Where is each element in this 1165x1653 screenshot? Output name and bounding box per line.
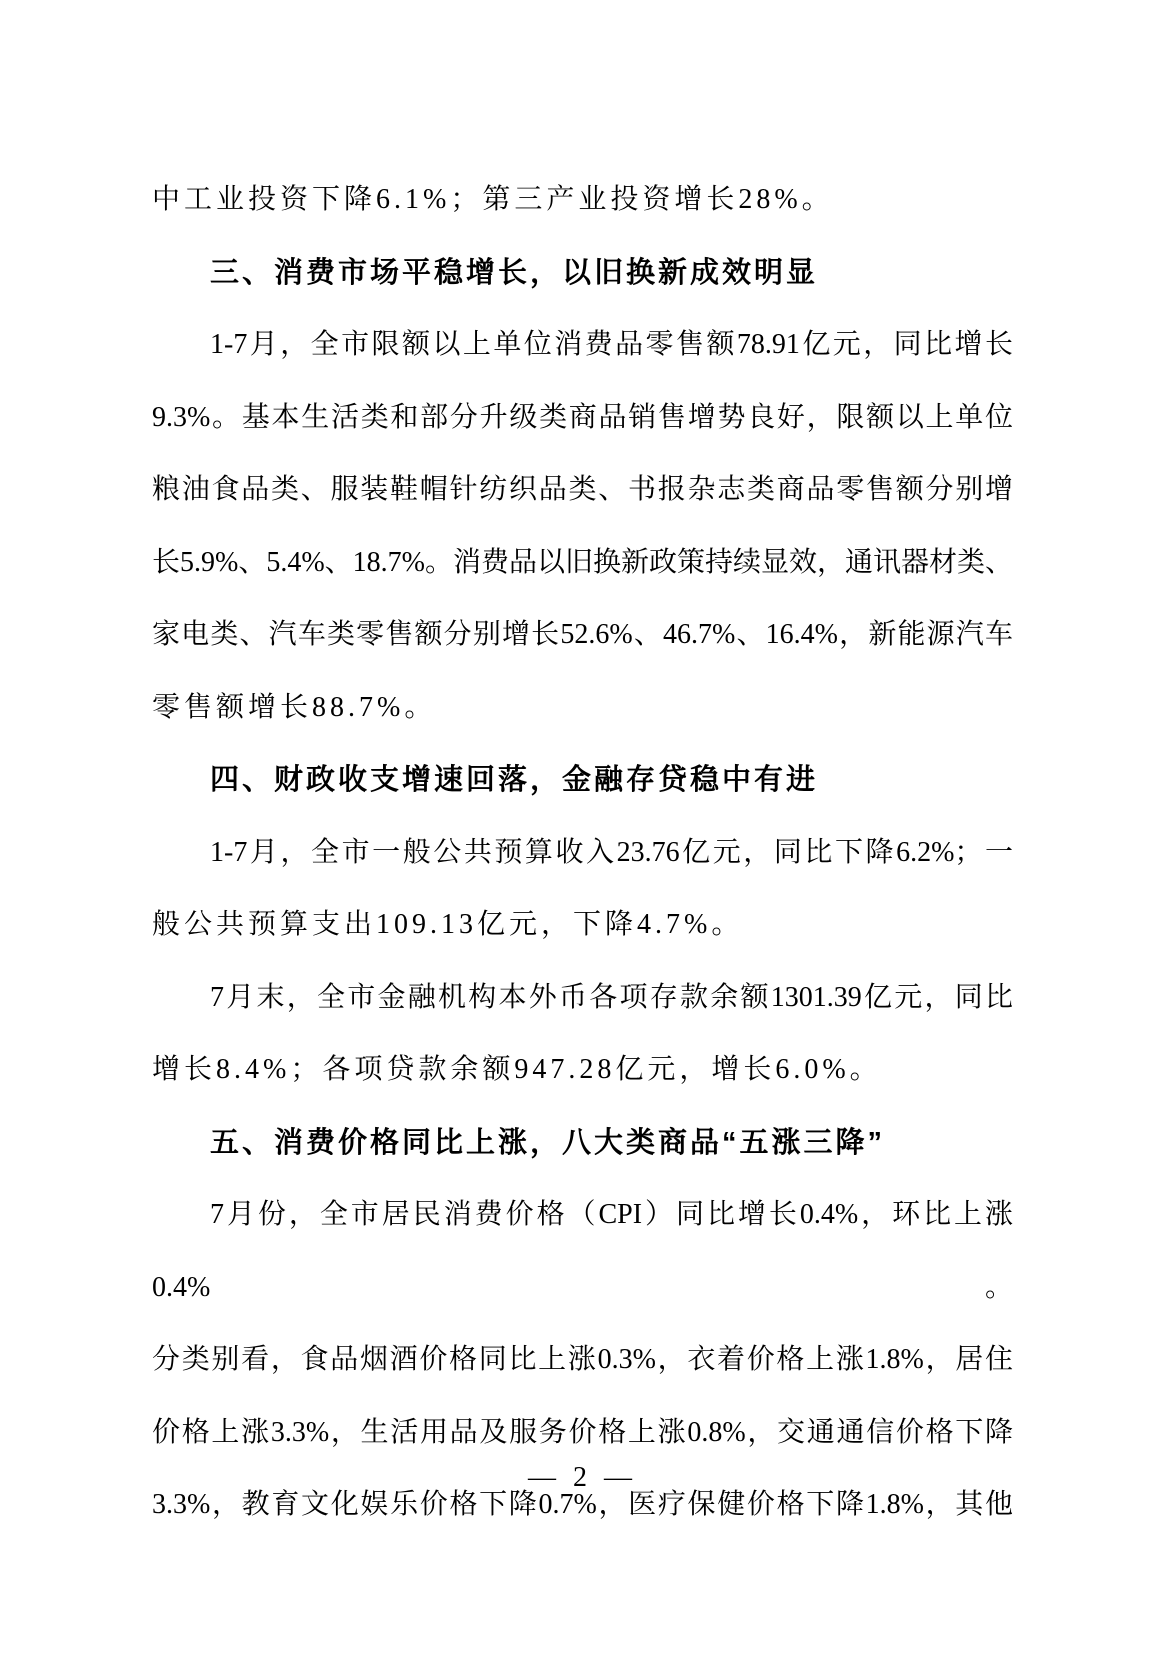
text-line: 3.3%，教育文化娱乐价格下降0.7%，医疗保健价格下降1.8%，其他 [152,1489,1013,1520]
document-body [152,164,1013,1542]
text-line: 7月份，全市居民消费价格（CPI）同比增长0.4%，环比上涨0.4%。 [152,1199,1013,1303]
text-line: 分类别看，食品烟酒价格同比上涨0.3%，衣着价格上涨1.8%，居住 [152,1344,1013,1375]
text-line: 长5.9%、5.4%、18.7%。消费品以旧换新政策持续显效，通讯器材类、 [152,546,1013,578]
text-line: 般公共预算支出109.13亿元，下降4.7%。 [152,909,744,940]
text-line: 价格上涨3.3%，生活用品及服务价格上涨0.8%，交通通信价格下降 [152,1416,1013,1448]
section-heading: 三、消费市场平稳增长，以旧换新成效明显 [210,256,819,289]
text-line: 中工业投资下降6.1%；第三产业投资增长28%。 [152,184,834,215]
page-number: — 2 — [528,1462,637,1493]
text-line: 7月末，全市金融机构本外币各项存款余额1301.39亿元，同比 [210,981,1013,1013]
text-line: 粮油食品类、服装鞋帽针纺织品类、书报杂志类商品零售额分别增 [152,474,1013,505]
section-heading: 五、消费价格同比上涨，八大类商品“五涨三降” [210,1126,886,1159]
text-line: 1-7月，全市限额以上单位消费品零售额78.91亿元，同比增长 [210,329,1013,360]
text-line: 1-7月，全市一般公共预算收入23.76亿元，同比下降6.2%；一 [210,836,1013,868]
text-line: 9.3%。基本生活类和部分升级类商品销售增势良好，限额以上单位 [152,401,1013,433]
text-line: 增长8.4%；各项贷款余额947.28亿元，增长6.0%。 [152,1054,882,1085]
section-heading: 四、财政收支增速回落，金融存贷稳中有进 [210,764,819,796]
text-line: 零售额增长88.7%。 [152,691,437,723]
text-line: 家电类、汽车类零售额分别增长52.6%、46.7%、16.4%，新能源汽车 [152,619,1013,650]
